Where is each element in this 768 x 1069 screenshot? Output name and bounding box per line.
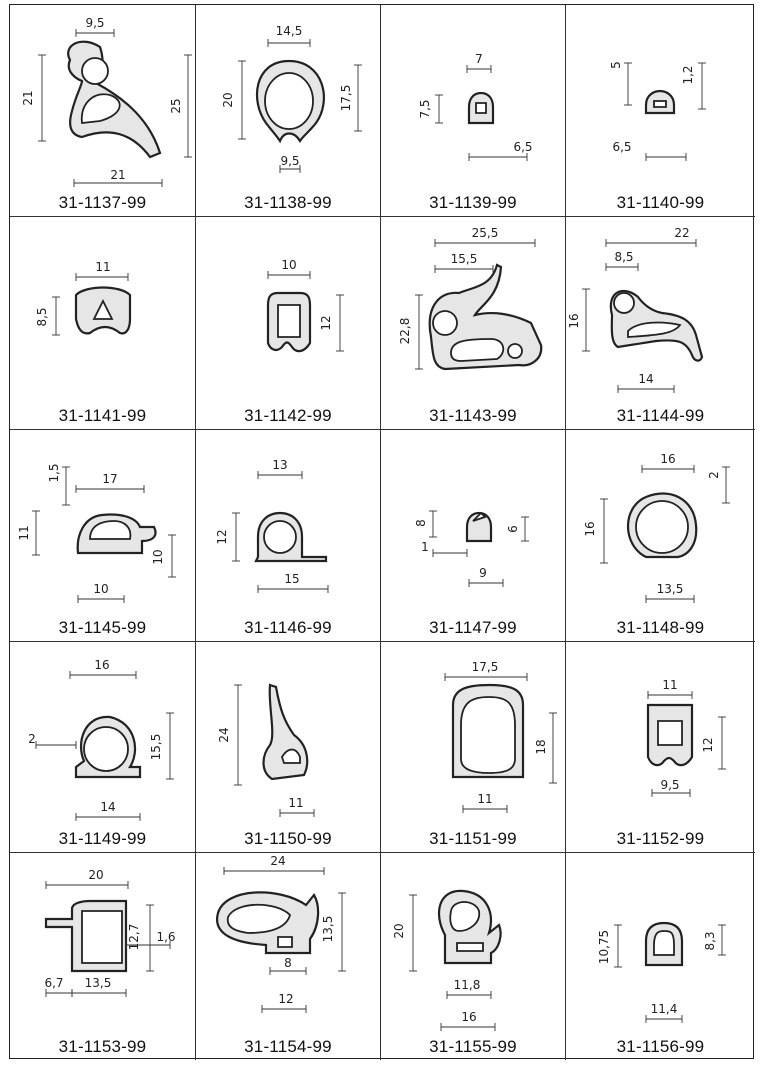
- profile-part-number: 31-1146-99: [244, 618, 332, 637]
- dimension-annotation: [17, 511, 40, 555]
- dimension-label: 1,6: [156, 930, 176, 944]
- profile-part-number: 31-1145-99: [58, 618, 147, 637]
- dimension-label: 11: [477, 792, 493, 806]
- dimension-label: 1,2: [681, 65, 695, 85]
- dimension-annotation: [258, 458, 302, 479]
- profile-cell: [196, 642, 381, 853]
- dimension-annotation: [392, 895, 417, 971]
- dimension-label: 11: [95, 260, 111, 274]
- dimension-label: 6: [506, 525, 520, 533]
- profile-cell: [196, 853, 381, 1060]
- dimension-annotation: [76, 472, 144, 493]
- dimension-label: 21: [21, 90, 35, 106]
- seal-profile-cavity: [433, 311, 457, 335]
- dimension-annotation: [21, 55, 46, 141]
- dimension-label: 12: [319, 315, 333, 331]
- dimension-label: 6,5: [612, 140, 632, 154]
- dimension-label: 12,7: [127, 923, 141, 951]
- profile-part-number: 31-1142-99: [244, 406, 332, 425]
- dimension-label: 10: [93, 582, 109, 596]
- dimension-annotation: [280, 154, 300, 173]
- dimension-annotation: [652, 778, 690, 797]
- profile-part-number: 31-1138-99: [244, 193, 332, 212]
- seal-profile-cavity: [461, 697, 515, 773]
- dimension-label: 12: [701, 737, 715, 753]
- dimension-annotation: [421, 540, 467, 557]
- seal-profile-cavity: [451, 339, 503, 361]
- dimension-label: 9,5: [660, 778, 680, 792]
- dimension-annotation: [447, 978, 491, 999]
- profile-cell: [566, 853, 755, 1060]
- dimension-label: 11: [288, 796, 304, 810]
- profile-cell: [196, 430, 381, 642]
- dimension-label: 12: [215, 529, 229, 545]
- dimension-label: 11,8: [453, 978, 481, 992]
- dimension-label: 8: [414, 519, 428, 527]
- dimension-annotation: [270, 956, 306, 975]
- profile-drawing: [196, 853, 381, 1060]
- dimension-annotation: [646, 1002, 682, 1023]
- dimension-label: 20: [88, 868, 104, 882]
- seal-profile-cavity: [278, 937, 292, 947]
- profile-drawing: [381, 853, 566, 1060]
- dimension-annotation: [618, 372, 674, 393]
- dimension-annotation: [35, 297, 60, 335]
- seal-profile-cavity: [84, 727, 128, 771]
- profile-drawing: [10, 5, 196, 217]
- dimension-label: 9,5: [280, 154, 300, 168]
- seal-profile-cavity: [654, 101, 666, 107]
- dimension-annotation: [583, 499, 608, 563]
- dimension-annotation: [44, 976, 72, 997]
- profile-drawing: [381, 5, 566, 217]
- dimension-label: 12: [278, 992, 294, 1006]
- seal-profile-cavity: [82, 58, 108, 84]
- profile-cell: [10, 5, 196, 217]
- profile-cell: [196, 217, 381, 430]
- dimension-annotation: [221, 61, 246, 139]
- seal-profile-cavity: [508, 344, 522, 358]
- dimension-label: 9: [479, 566, 487, 580]
- profile-part-number: 31-1154-99: [244, 1037, 332, 1056]
- dimension-annotation: [441, 1010, 495, 1031]
- dimension-annotation: [127, 905, 154, 971]
- profile-part-number: 31-1152-99: [616, 829, 705, 848]
- dimension-label: 17,5: [471, 660, 499, 674]
- dimension-annotation: [469, 566, 503, 587]
- profile-cell: [381, 217, 566, 430]
- dimension-label: 21: [110, 168, 126, 182]
- profile-part-number: 31-1148-99: [616, 618, 705, 637]
- dimension-label: 25: [169, 98, 183, 114]
- dimension-annotation: [47, 463, 70, 505]
- dimension-annotation: [467, 52, 491, 73]
- dimension-annotation: [703, 925, 726, 955]
- dimension-annotation: [72, 976, 126, 997]
- dimension-annotation: [567, 289, 590, 351]
- dimension-label: 24: [270, 854, 286, 868]
- dimension-label: 16: [660, 452, 676, 466]
- dimension-annotation: [701, 717, 726, 769]
- dimension-annotation: [215, 513, 240, 561]
- dimension-label: 15,5: [149, 733, 163, 761]
- dimension-annotation: [606, 226, 696, 247]
- dimension-label: 15: [284, 572, 300, 586]
- dimension-annotation: [151, 535, 176, 577]
- profile-cell: [196, 5, 381, 217]
- profile-drawing: [10, 430, 196, 642]
- profile-part-number: 31-1149-99: [58, 829, 147, 848]
- dimension-label: 5: [609, 61, 623, 69]
- dimension-label: 7: [475, 52, 483, 66]
- dimension-annotation: [414, 511, 437, 537]
- dimension-label: 7,5: [418, 99, 432, 119]
- dimension-annotation: [268, 24, 310, 47]
- dimension-label: 10,75: [597, 929, 611, 965]
- profile-cell: [10, 430, 196, 642]
- profile-part-number: 31-1156-99: [616, 1037, 705, 1056]
- profile-cell: [566, 642, 755, 853]
- dimension-annotation: [506, 517, 529, 541]
- dimension-label: 13,5: [84, 976, 112, 990]
- profile-drawing: [566, 853, 755, 1060]
- dimension-annotation: [280, 796, 314, 817]
- dimension-annotation: [339, 65, 362, 131]
- dimension-label: 6,7: [44, 976, 64, 990]
- dimension-annotation: [74, 168, 162, 187]
- dimension-label: 17: [102, 472, 118, 486]
- dimension-annotation: [648, 678, 692, 699]
- profile-drawing: [381, 430, 566, 642]
- dimension-annotation: [606, 250, 638, 271]
- profile-drawing: [566, 5, 755, 217]
- profile-part-number: 31-1153-99: [58, 1037, 147, 1056]
- dimension-annotation: [268, 258, 310, 279]
- dimension-annotation: [224, 854, 324, 875]
- profile-part-number: 31-1137-99: [58, 193, 147, 212]
- profile-part-number: 31-1155-99: [429, 1037, 517, 1056]
- dimension-annotation: [319, 295, 344, 351]
- profile-drawing: [566, 217, 755, 430]
- dimension-annotation: [707, 467, 730, 503]
- dimension-label: 2: [707, 471, 721, 479]
- dimension-annotation: [76, 800, 140, 821]
- dimension-label: 11,4: [650, 1002, 678, 1016]
- dimension-annotation: [398, 295, 423, 369]
- seal-profile-cavity: [265, 73, 313, 129]
- profile-cell: [381, 430, 566, 642]
- dimension-label: 18: [534, 739, 548, 755]
- dimension-label: 10: [151, 549, 165, 565]
- dimension-annotation: [70, 658, 136, 679]
- profile-drawing: [10, 853, 196, 1060]
- dimension-annotation: [149, 713, 174, 779]
- dimension-annotation: [681, 63, 706, 109]
- dimension-label: 16: [583, 521, 597, 537]
- seal-profile-cavity: [278, 305, 300, 337]
- dimension-annotation: [321, 893, 346, 971]
- profile-drawing: [196, 5, 381, 217]
- profile-cell: [381, 5, 566, 217]
- profile-cell: [10, 217, 196, 430]
- dimension-label: 8: [284, 956, 292, 970]
- dimension-label: 16: [567, 313, 581, 329]
- dimension-annotation: [28, 732, 76, 749]
- seal-profile-cavity: [476, 103, 486, 113]
- dimension-label: 13: [272, 458, 288, 472]
- profile-cell: [381, 642, 566, 853]
- dimension-label: 25,5: [471, 226, 499, 240]
- dimension-annotation: [609, 61, 632, 105]
- dimension-label: 16: [94, 658, 110, 672]
- dimension-annotation: [612, 140, 686, 161]
- dimension-annotation: [418, 95, 443, 123]
- profile-part-number: 31-1147-99: [429, 618, 517, 637]
- dimension-annotation: [534, 713, 557, 783]
- profile-cell: [381, 853, 566, 1060]
- dimension-label: 20: [221, 92, 235, 108]
- dimension-annotation: [469, 140, 533, 161]
- dimension-annotation: [76, 16, 114, 37]
- dimension-label: 1,5: [47, 463, 61, 483]
- dimension-label: 24: [217, 727, 231, 743]
- profile-catalog-grid: [9, 4, 754, 1059]
- seal-profile-cavity: [264, 521, 296, 553]
- seal-profile-cavity: [82, 911, 122, 963]
- dimension-annotation: [169, 55, 192, 157]
- dimension-annotation: [463, 792, 507, 813]
- profile-drawing: [10, 642, 196, 853]
- dimension-label: 8,5: [35, 307, 49, 327]
- dimension-annotation: [46, 868, 128, 889]
- profile-cell: [566, 5, 755, 217]
- dimension-annotation: [642, 452, 694, 473]
- dimension-label: 14,5: [275, 24, 303, 38]
- profile-part-number: 31-1144-99: [616, 406, 705, 425]
- dimension-annotation: [435, 252, 493, 273]
- dimension-label: 13,5: [321, 915, 335, 943]
- dimension-label: 6,5: [513, 140, 533, 154]
- seal-profile-cavity: [614, 293, 634, 313]
- profile-cell: [566, 217, 755, 430]
- dimension-label: 8,3: [703, 931, 717, 951]
- profile-drawing: [196, 217, 381, 430]
- dimension-label: 16: [461, 1010, 477, 1024]
- dimension-label: 8,5: [614, 250, 634, 264]
- profile-part-number: 31-1140-99: [616, 193, 705, 212]
- profile-part-number: 31-1150-99: [244, 829, 332, 848]
- profile-drawing: [381, 642, 566, 853]
- profile-drawing: [566, 430, 755, 642]
- dimension-annotation: [597, 925, 622, 967]
- seal-profile-cavity: [654, 931, 674, 955]
- dimension-label: 11: [17, 525, 31, 541]
- profile-cell: [566, 430, 755, 642]
- profile-drawing: [10, 217, 196, 430]
- profile-part-number: 31-1141-99: [58, 406, 147, 425]
- dimension-label: 13,5: [656, 582, 684, 596]
- seal-profile-section: [264, 685, 308, 779]
- profile-drawing: [381, 217, 566, 430]
- profile-cell: [10, 642, 196, 853]
- profile-drawing: [196, 430, 381, 642]
- dimension-label: 1: [421, 540, 429, 554]
- dimension-annotation: [646, 582, 694, 603]
- dimension-label: 2: [28, 732, 36, 746]
- profile-part-number: 31-1143-99: [429, 406, 517, 425]
- profile-drawing: [566, 642, 755, 853]
- dimension-label: 9,5: [85, 16, 105, 30]
- profile-drawing: [196, 642, 381, 853]
- dimension-label: 14: [100, 800, 116, 814]
- dimension-annotation: [262, 992, 306, 1013]
- dimension-annotation: [76, 260, 128, 281]
- dimension-label: 11: [662, 678, 678, 692]
- dimension-label: 14: [638, 372, 654, 386]
- dimension-annotation: [78, 582, 124, 603]
- dimension-annotation: [435, 226, 535, 247]
- dimension-label: 10: [281, 258, 297, 272]
- profile-part-number: 31-1139-99: [429, 193, 517, 212]
- dimension-annotation: [258, 572, 328, 593]
- dimension-label: 20: [392, 923, 406, 939]
- seal-profile-cavity: [636, 501, 688, 553]
- dimension-label: 17,5: [339, 84, 353, 112]
- profile-cell: [10, 853, 196, 1060]
- seal-profile-cavity: [658, 721, 682, 745]
- profile-part-number: 31-1151-99: [429, 829, 517, 848]
- dimension-annotation: [217, 685, 242, 785]
- seal-profile-cavity: [457, 943, 483, 951]
- dimension-label: 22,8: [398, 317, 412, 345]
- dimension-label: 22: [674, 226, 690, 240]
- dimension-annotation: [445, 660, 527, 681]
- dimension-label: 15,5: [450, 252, 478, 266]
